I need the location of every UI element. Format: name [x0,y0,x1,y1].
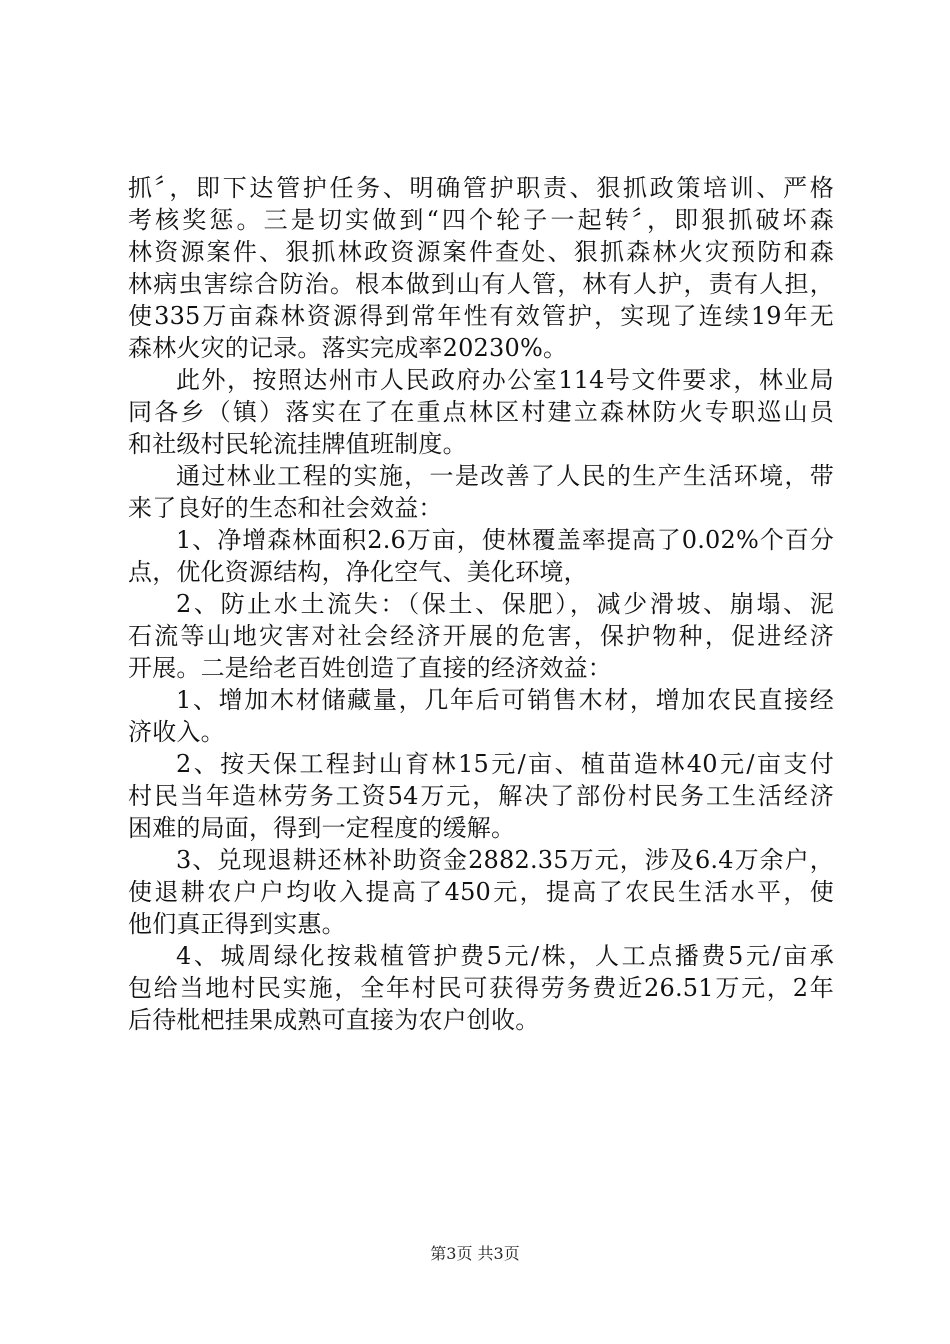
text-line: 1、增加木材储藏量，几年后可销售木材，增加农民直接经 [176,686,834,714]
page-footer [0,1244,950,1264]
text-line: 森林火灾的记录。落实完成率20230%。 [128,334,568,362]
text-line: 林资源案件、狠抓林政资源案件查处、狠抓森林火灾预防和森 [128,238,834,266]
page-number-label: 第3页 共3页 [430,1244,520,1263]
text-line: 林病虫害综合防治。根本做到山有人管，林有人护，责有人担， [128,270,834,298]
text-line: 和社级村民轮流挂牌值班制度。 [128,430,467,458]
text-line: 2、防止水土流失：（保土、保肥），减少滑坡、崩塌、泥 [176,590,834,618]
text-line: 包给当地村民实施，全年村民可获得劳务费近26.51万元，2年 [128,974,834,1002]
text-line: 村民当年造林劳务工资54万元，解决了部份村民务工生活经济 [128,782,834,810]
text-line: 同各乡（镇）落实在了在重点林区村建立森林防火专职巡山员 [128,398,834,426]
text-line: 使退耕农户户均收入提高了450元，提高了农民生活水平，使 [128,878,834,906]
text-line: 抓〞，即下达管护任务、明确管护职责、狠抓政策培训、严格 [128,174,834,202]
document-body [128,172,834,1036]
text-line: 开展。二是给老百姓创造了直接的经济效益： [128,654,612,682]
text-line: 困难的局面，得到一定程度的缓解。 [128,814,516,842]
text-line: 石流等山地灾害对社会经济开展的危害，保护物种，促进经济 [128,622,834,650]
text-line: 使335万亩森林资源得到常年性有效管护，实现了连续19年无 [128,302,834,330]
text-line: 后待枇杷挂果成熟可直接为农户创收。 [128,1006,540,1034]
text-line: 通过林业工程的实施，一是改善了人民的生产生活环境，带 [176,462,834,490]
text-line: 点，优化资源结构，净化空气、美化环境， [128,558,588,586]
text-line: 3、兑现退耕还林补助资金2882.35万元，涉及6.4万余户， [176,846,834,874]
text-line: 2、按天保工程封山育林15元/亩、植苗造林40元/亩支付 [176,750,834,778]
text-line: 济收入。 [128,718,225,746]
text-line: 4、城周绿化按栽植管护费5元/株，人工点播费5元/亩承 [176,942,834,970]
text-line: 考核奖惩。三是切实做到“四个轮子一起转〞，即狠抓破坏森 [128,206,834,234]
text-line: 1、净增森林面积2.6万亩，使林覆盖率提高了0.02%个百分 [176,526,834,554]
text-line: 此外，按照达州市人民政府办公室114号文件要求，林业局 [176,366,834,394]
text-line: 来了良好的生态和社会效益： [128,494,443,522]
text-line: 他们真正得到实惠。 [128,910,346,938]
